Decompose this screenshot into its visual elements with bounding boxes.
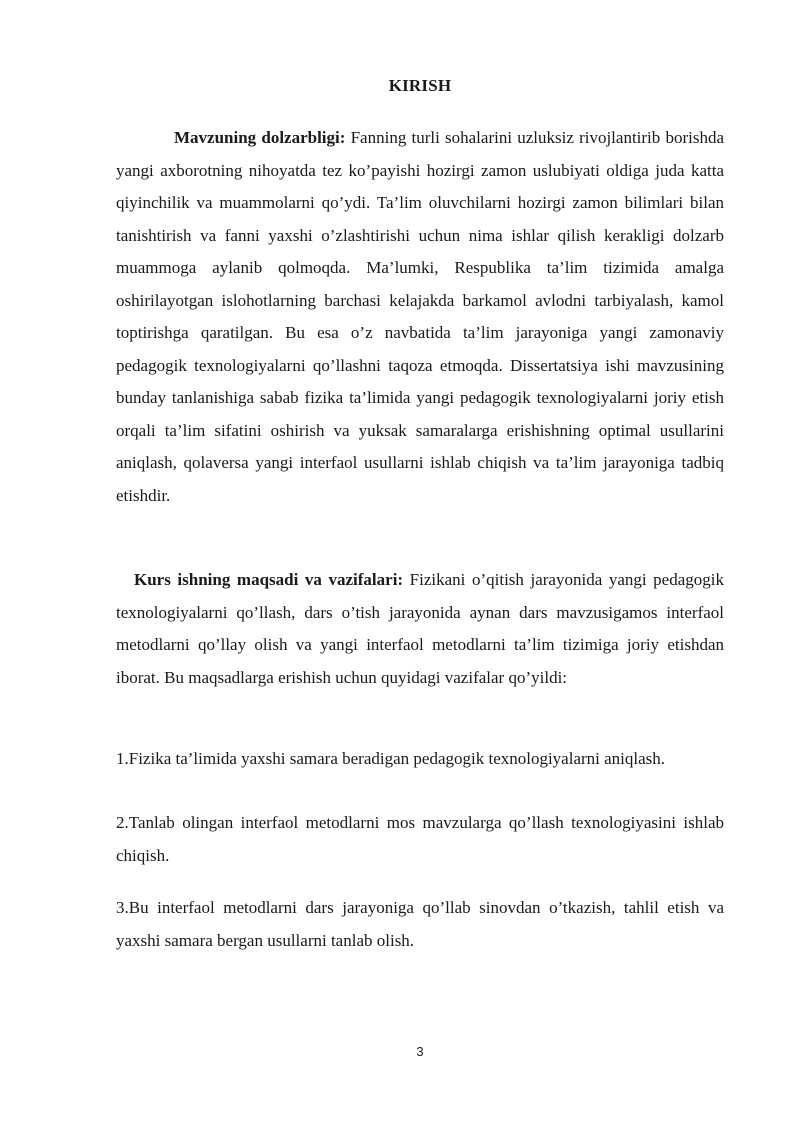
intro-text: Fanning turli sohalarini uzluksiz rivojlantirib borishda yangi axborotning nihoyatda tez ko’payishi hozirgi zamon uslubiyati oldiga juda katta qiyinchilik va muammolarni qo’ydi. Ta’lim oluvchilarni hozirgi zamon bilimlari bilan tanishtirish va fanni yaxshi o’zlashtirishi uchun nima ishlar qilish kerakligi dolzarb muammoga aylanib qolmoqda. Ma’lumki, Respublika ta’lim tizimida amalga oshirilayotgan islohotlarning barchasi kelajakda barkamol avlodni tarbiyalash, kamol toptirishga qaratilgan. Bu esa o’z navbatida ta’lim jarayoniga yangi zamonaviy pedagogik texnologiyalarni qo’llashni taqoza etmoqda. Dissertatsiya ishi mavzusining bunday tanlanishiga sabab fizika ta’limida yangi pedagogik texnologiyalarni joriy etish orqali ta’lim sifatini oshirish va yuksak samaralarga erishishning optimal usullarini aniqlash, qolaversa yangi interfaol usullarni ishlab chiqish va ta’lim jarayoniga tadbiq etishdir. [116, 128, 725, 505]
purpose-heading: Kurs ishning maqsadi va vazifalari: [134, 570, 404, 589]
intro-paragraph [116, 122, 724, 512]
page-number: 3 [416, 1044, 424, 1059]
purpose-paragraph [116, 564, 724, 694]
page-title: KIRISH [388, 76, 452, 95]
task-item-2: 2.Tanlab olingan interfaol metodlarni mos mavzularga qo’llash texnologiyasini ishlab chiqish. [116, 813, 724, 865]
intro-heading: Mavzuning dolzarbligi: [174, 128, 346, 147]
document-page [116, 0, 724, 1131]
task-item-3: 3.Bu interfaol metodlarni dars jarayoniga qo’llab sinovdan o’tkazish, tahlil etish va yaxshi samara bergan usullarni tanlab olish. [116, 898, 724, 950]
purpose-text: Fizikani o’qitish jarayonida yangi pedagogik texnologiyalarni qo’llash, dars o’tish jarayonida aynan dars mavzusigamos interfaol metodlarni qo’llay olish va yangi interfaol metodlarni ta’lim tizimiga joriy etishdan iborat. Bu maqsadlarga erishish uchun quyidagi vazifalar qo’yildi: [116, 570, 724, 687]
task-item-1: 1.Fizika ta’limida yaxshi samara beradigan pedagogik texnologiyalarni aniqlash. [116, 749, 666, 768]
